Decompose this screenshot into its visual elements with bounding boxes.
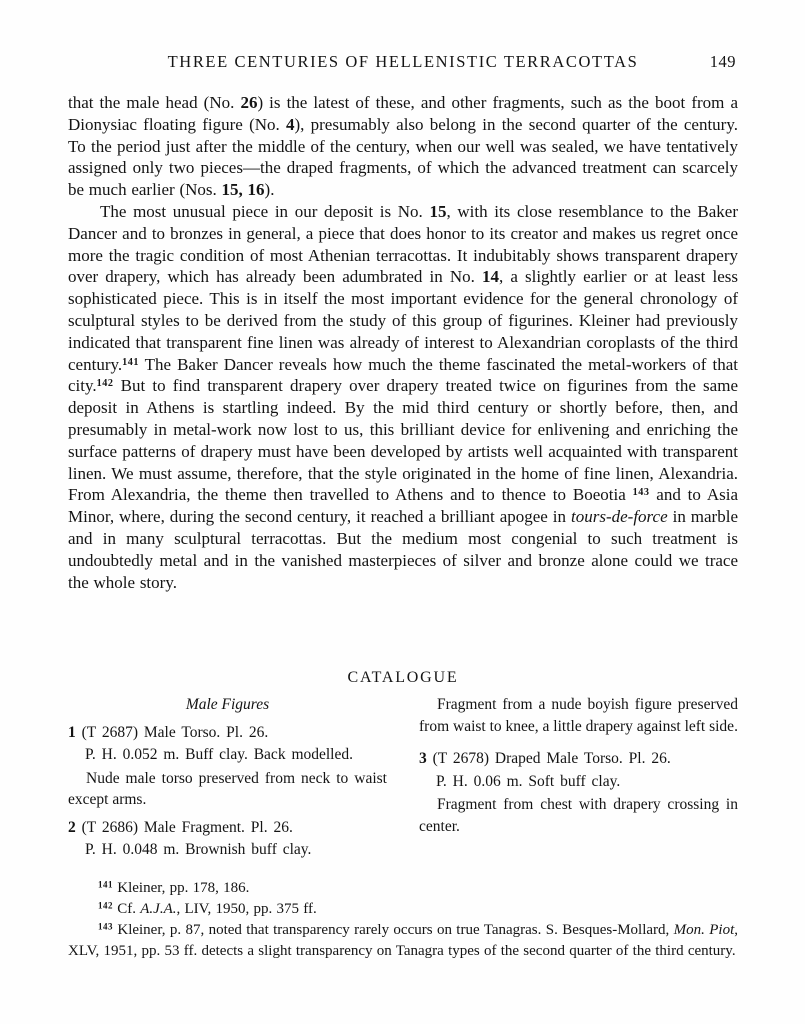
section-title-male-figures: Male Figures (185, 696, 270, 713)
entry-1-heading: 1 (T 2687) Male Torso. Pl. 26. (68, 723, 269, 741)
catalogue-columns (68, 694, 738, 861)
entry-1-measurements: P. H. 0.052 m. Buff clay. Back modelled. (85, 746, 353, 763)
entry-2-heading: 2 (T 2686) Male Fragment. Pl. 26. (68, 818, 293, 836)
footnotes (68, 878, 738, 962)
entry-3-measurements: P. H. 0.06 m. Soft buff clay. (436, 772, 621, 790)
running-head-title: THREE CENTURIES OF HELLENISTIC TERRACOTTAS (167, 52, 639, 71)
body-text (68, 92, 738, 593)
catalogue-right-column (419, 694, 738, 861)
footnote-143: $^{143}$ Kleiner, p. 87, noted that transparency rarely occurs on true Tanagras. S. Besques-Mollard, Mon. Piot, XLV, 1951, pp. 53 ff. detects a slight transparency on Tanagra types of the second quarter of the third century. (68, 921, 738, 959)
entry-2-measurements: P. H. 0.048 m. Brownish buff clay. (85, 841, 312, 858)
footnote-141: $^{141}$ Kleiner, pp. 178, 186. (98, 879, 250, 896)
entry-3-description: Fragment from chest with drapery crossing in center. (419, 796, 738, 835)
page-number: 149 (709, 52, 736, 71)
paragraph-continuation: that the male head (No. 26) is the latest of these, and other fragments, such as the boot from a Dionysiac floating figure (No. 4), presumably also belong in the second quarter of the century. To the period just after the middle of the century, when our well was sealed, we have tentatively assigned only two pieces—the draped fragments, of which the advanced treatment can scarcely be much earlier (Nos. 15, 16). (68, 93, 739, 200)
entry-3-heading: 3 (T 2678) Draped Male Torso. Pl. 26. (419, 750, 671, 767)
footnote-142: $^{142}$ Cf. A.J.A., LIV, 1950, pp. 375 ff. (98, 900, 317, 917)
catalogue-left-column (68, 694, 387, 861)
catalogue-heading: CATALOGUE (347, 669, 459, 686)
catalogue-entry-1 (68, 722, 387, 811)
text-block (68, 0, 738, 1024)
entry-2-description-continued: Fragment from a nude boyish figure preserved from waist to knee, a little drapery against left side. (419, 696, 738, 735)
paragraph-main: The most unusual piece in our deposit is No. 15, with its close resemblance to the Baker Dancer and to bronzes in general, a piece that does honor to its creator and makes us regret once more the tragic condition of most Athenian terracottas. It indubitably shows transparent drapery over drapery, which has already been adumbrated in No. 14, a slightly earlier or at least less sophisticated piece. This is in itself the most important evidence for the general chronology of sculptural styles to be derived from the study of this group of figurines. Kleiner had previously indicated that transparent fine linen was already of interest to Alexandrian coroplasts of the third century.$^{141}$ The Baker Dancer reveals how much the theme fascinated the metal-workers of that city.$^{142}$ But to find transparent drapery over drapery treated twice on figurines from the same deposit in Athens is startling indeed. By the mid third century or shortly before, then, and presumably in metal-work now lost to us, this brilliant device for enlivening and enriching the surface patterns of drapery must have been developed by artists well acquainted with transparent linen. We must assume, therefore, that the style originated in the home of fine linen, Alexandria. From Alexandria, the theme then travelled to Athens and to thence to Boeotia $^{143}$ and to Asia Minor, where, during the second century, it reached a brilliant apogee in tours-de-force in marble and in many sculptural terracottas. But the medium most congenial to such treatment is undoubtedly metal and in the vanished masterpieces of silver and bronze alone could we trace the whole story. (68, 201, 739, 592)
catalogue-entry-2 (68, 817, 387, 861)
entry-1-description: Nude male torso preserved from neck to waist except arms. (68, 769, 387, 808)
catalogue-entry-3 (419, 748, 738, 837)
